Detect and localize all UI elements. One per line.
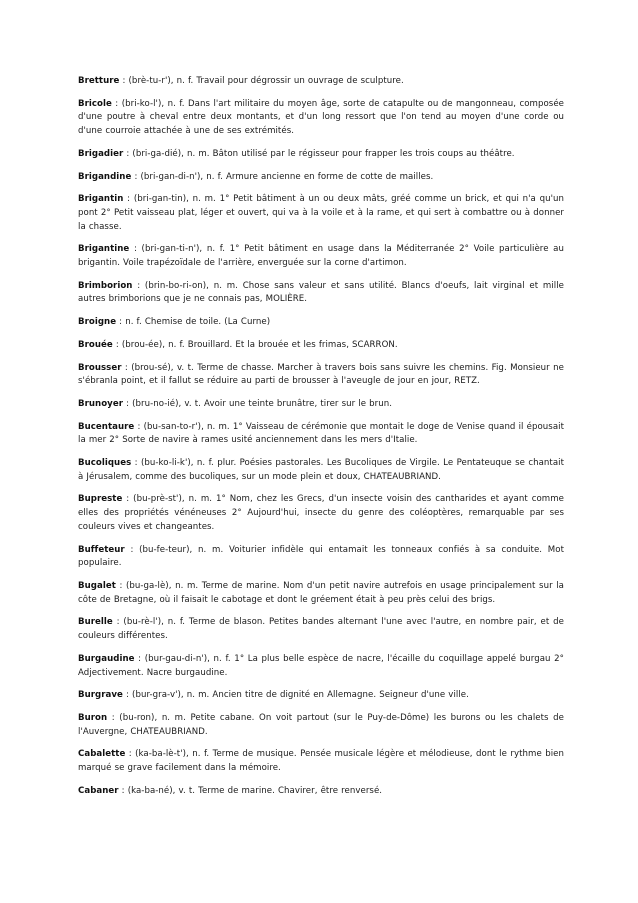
- entry-headword: Brousser: [78, 362, 122, 373]
- entry-definition: : (bri-gan-ti-n'), n. f. 1° Petit bâtiment en usage dans la Méditerranée 2° Voile particulière au brigantin. Voile trapézoïdale de l'arrière, enverguée sur la corne d'artimon.: [78, 244, 564, 269]
- entry-headword: Bretture: [78, 76, 120, 86]
- entry-definition: : (brou-ée), n. f. Brouillard. Et la brouée et les frimas, SCARRON.: [112, 339, 398, 350]
- dictionary-entry: [78, 712, 564, 739]
- entry-headword: Broigne: [78, 317, 117, 328]
- dictionary-entry: [78, 316, 564, 330]
- dictionary-entry: [78, 493, 564, 534]
- dictionary-entry: [78, 544, 564, 571]
- entry-headword: Brigadier: [78, 148, 124, 159]
- entry-definition: : (brè-tu-r'), n. f. Travail pour dégrossir un ouvrage de sculpture.: [119, 76, 404, 86]
- dictionary-entry: [78, 339, 564, 353]
- dictionary-entry: [78, 398, 564, 412]
- entry-headword: Cabalette: [78, 749, 126, 760]
- entry-headword: Buron: [78, 712, 108, 723]
- entry-definition: : (bu-san-to-r'), n. m. 1° Vaisseau de cérémonie que montait le doge de Venise quand il épousait la mer 2° Sorte de navire à rames usité anciennement dans les mers d'Italie.: [78, 421, 564, 446]
- dictionary-page: [78, 75, 564, 807]
- entry-definition: : (brin-bo-ri-on), n. m. Chose sans valeur et sans utilité. Blancs d'oeufs, lait virginal et mille autres brimborions que je ne connais pas, MOLIÈRE.: [78, 280, 564, 305]
- entry-headword: Brimborion: [78, 280, 133, 291]
- entry-headword: Burgrave: [78, 690, 123, 701]
- entry-definition: : (bu-ron), n. m. Petite cabane. On voit partout (sur le Puy-de-Dôme) les burons ou les chalets de l'Auvergne, CHATEAUBRIAND.: [78, 712, 564, 737]
- dictionary-entry: [78, 457, 564, 484]
- dictionary-entry: [78, 580, 564, 607]
- entry-definition: : (bri-ga-dié), n. m. Bâton utilisé par le régisseur pour frapper les trois coups au théâtre.: [123, 148, 515, 159]
- entry-definition: : (bu-ga-lè), n. m. Terme de marine. Nom d'un petit navire autrefois en usage principalement sur la côte de Bretagne, où il faisait le cabotage et dont le gréement était à peu près celui des brigs.: [78, 580, 564, 605]
- dictionary-entry: [78, 148, 564, 162]
- entry-headword: Cabaner: [78, 785, 119, 796]
- entry-definition: : n. f. Chemise de toile. (La Curne): [116, 317, 271, 328]
- entry-headword: Bucentaure: [78, 421, 135, 432]
- entry-definition: : (bri-ko-l'), n. f. Dans l'art militaire du moyen âge, sorte de catapulte ou de mangonneau, composée d'une poutre à cheval entre deux montants, et d'un long ressort que l'on tend au moyen d'une corde ou d'une courroie attachée à une de ses extrémités.: [78, 98, 564, 137]
- entry-definition: : (bur-gau-di-n'), n. f. 1° La plus belle espèce de nacre, l'écaille du coquillage appelé burgau 2° Adjectivement. Nacre burgaudine.: [78, 653, 564, 678]
- entry-definition: : (bu-ko-li-k'), n. f. plur. Poésies pastorales. Les Bucoliques de Virgile. Le Pentateuque se chantait à Jérusalem, comme des bucoliques, sur un mode plein et doux, CHATEAUBRIAND.: [78, 458, 564, 482]
- dictionary-entry: [78, 616, 564, 643]
- dictionary-entry: [78, 689, 564, 703]
- entry-definition: : (bu-prè-st'), n. m. 1° Nom, chez les Grecs, d'un insecte voisin des cantharides et ayant comme elles des propriétés vénéneuses 2° Aujourd'hui, insecte du genre des coléoptères, remarquable par ses couleurs vives et changeantes.: [78, 494, 564, 532]
- entry-definition: : (ka-ba-né), v. t. Terme de marine. Chavirer, être renversé.: [118, 785, 383, 796]
- entry-headword: Buffeteur: [78, 544, 125, 555]
- entry-headword: Brouée: [78, 339, 113, 350]
- entry-headword: Bricole: [78, 98, 112, 109]
- entry-headword: Burelle: [78, 617, 113, 628]
- dictionary-entry: [78, 193, 564, 234]
- entry-headword: Brigantine: [78, 244, 130, 255]
- entry-definition: : (bri-gan-tin), n. m. 1° Petit bâtiment à un ou deux mâts, gréé comme un brick, et qui n'a qu'un pont 2° Petit vaisseau plat, léger et ouvert, qui va à la voile et à la rame, et qui sert à combattre ou à donner la chasse.: [78, 194, 564, 232]
- entry-definition: : (bu-rè-l'), n. f. Terme de blason. Petites bandes alternant l'une avec l'autre, en nombre pair, et de couleurs différentes.: [78, 617, 564, 642]
- dictionary-entry: [78, 75, 564, 89]
- entry-headword: Brigantin: [78, 194, 124, 205]
- entry-headword: Bugalet: [78, 580, 116, 591]
- entry-definition: : (bru-no-ié), v. t. Avoir une teinte brunâtre, tirer sur le brun.: [123, 398, 393, 409]
- entry-headword: Bucoliques: [78, 458, 132, 469]
- dictionary-entry: [78, 98, 564, 139]
- dictionary-entry: [78, 653, 564, 680]
- entry-definition: : (bu-fe-teur), n. m. Voiturier infidèle qui entamait les tonneaux confiés à sa conduite. Mot populaire.: [78, 544, 564, 569]
- dictionary-entry: [78, 421, 564, 448]
- dictionary-entry: [78, 280, 564, 307]
- dictionary-entry: [78, 243, 564, 270]
- entry-headword: Bupreste: [78, 494, 123, 505]
- entry-headword: Brunoyer: [78, 398, 123, 409]
- entry-headword: Brigandine: [78, 171, 132, 182]
- entry-definition: : (ka-ba-lè-t'), n. f. Terme de musique. Pensée musicale légère et mélodieuse, dont le rythme bien marqué se grave facilement dans la mémoire.: [78, 749, 564, 774]
- dictionary-entry: [78, 748, 564, 775]
- dictionary-entry: [78, 171, 564, 185]
- entry-definition: : (bur-gra-v'), n. m. Ancien titre de dignité en Allemagne. Seigneur d'une ville.: [122, 690, 469, 701]
- entry-headword: Burgaudine: [78, 653, 135, 664]
- dictionary-entry: [78, 785, 564, 799]
- dictionary-entry: [78, 362, 564, 389]
- entry-definition: : (bri-gan-di-n'), n. f. Armure ancienne en forme de cotte de mailles.: [131, 171, 434, 182]
- entry-definition: : (brou-sé), v. t. Terme de chasse. Marcher à travers bois sans suivre les chemins. Fig. Monsieur ne s'ébranla point, et il fallut se réduire au parti de brousser à l'aveugle de jour en jour, RETZ.: [78, 362, 564, 387]
